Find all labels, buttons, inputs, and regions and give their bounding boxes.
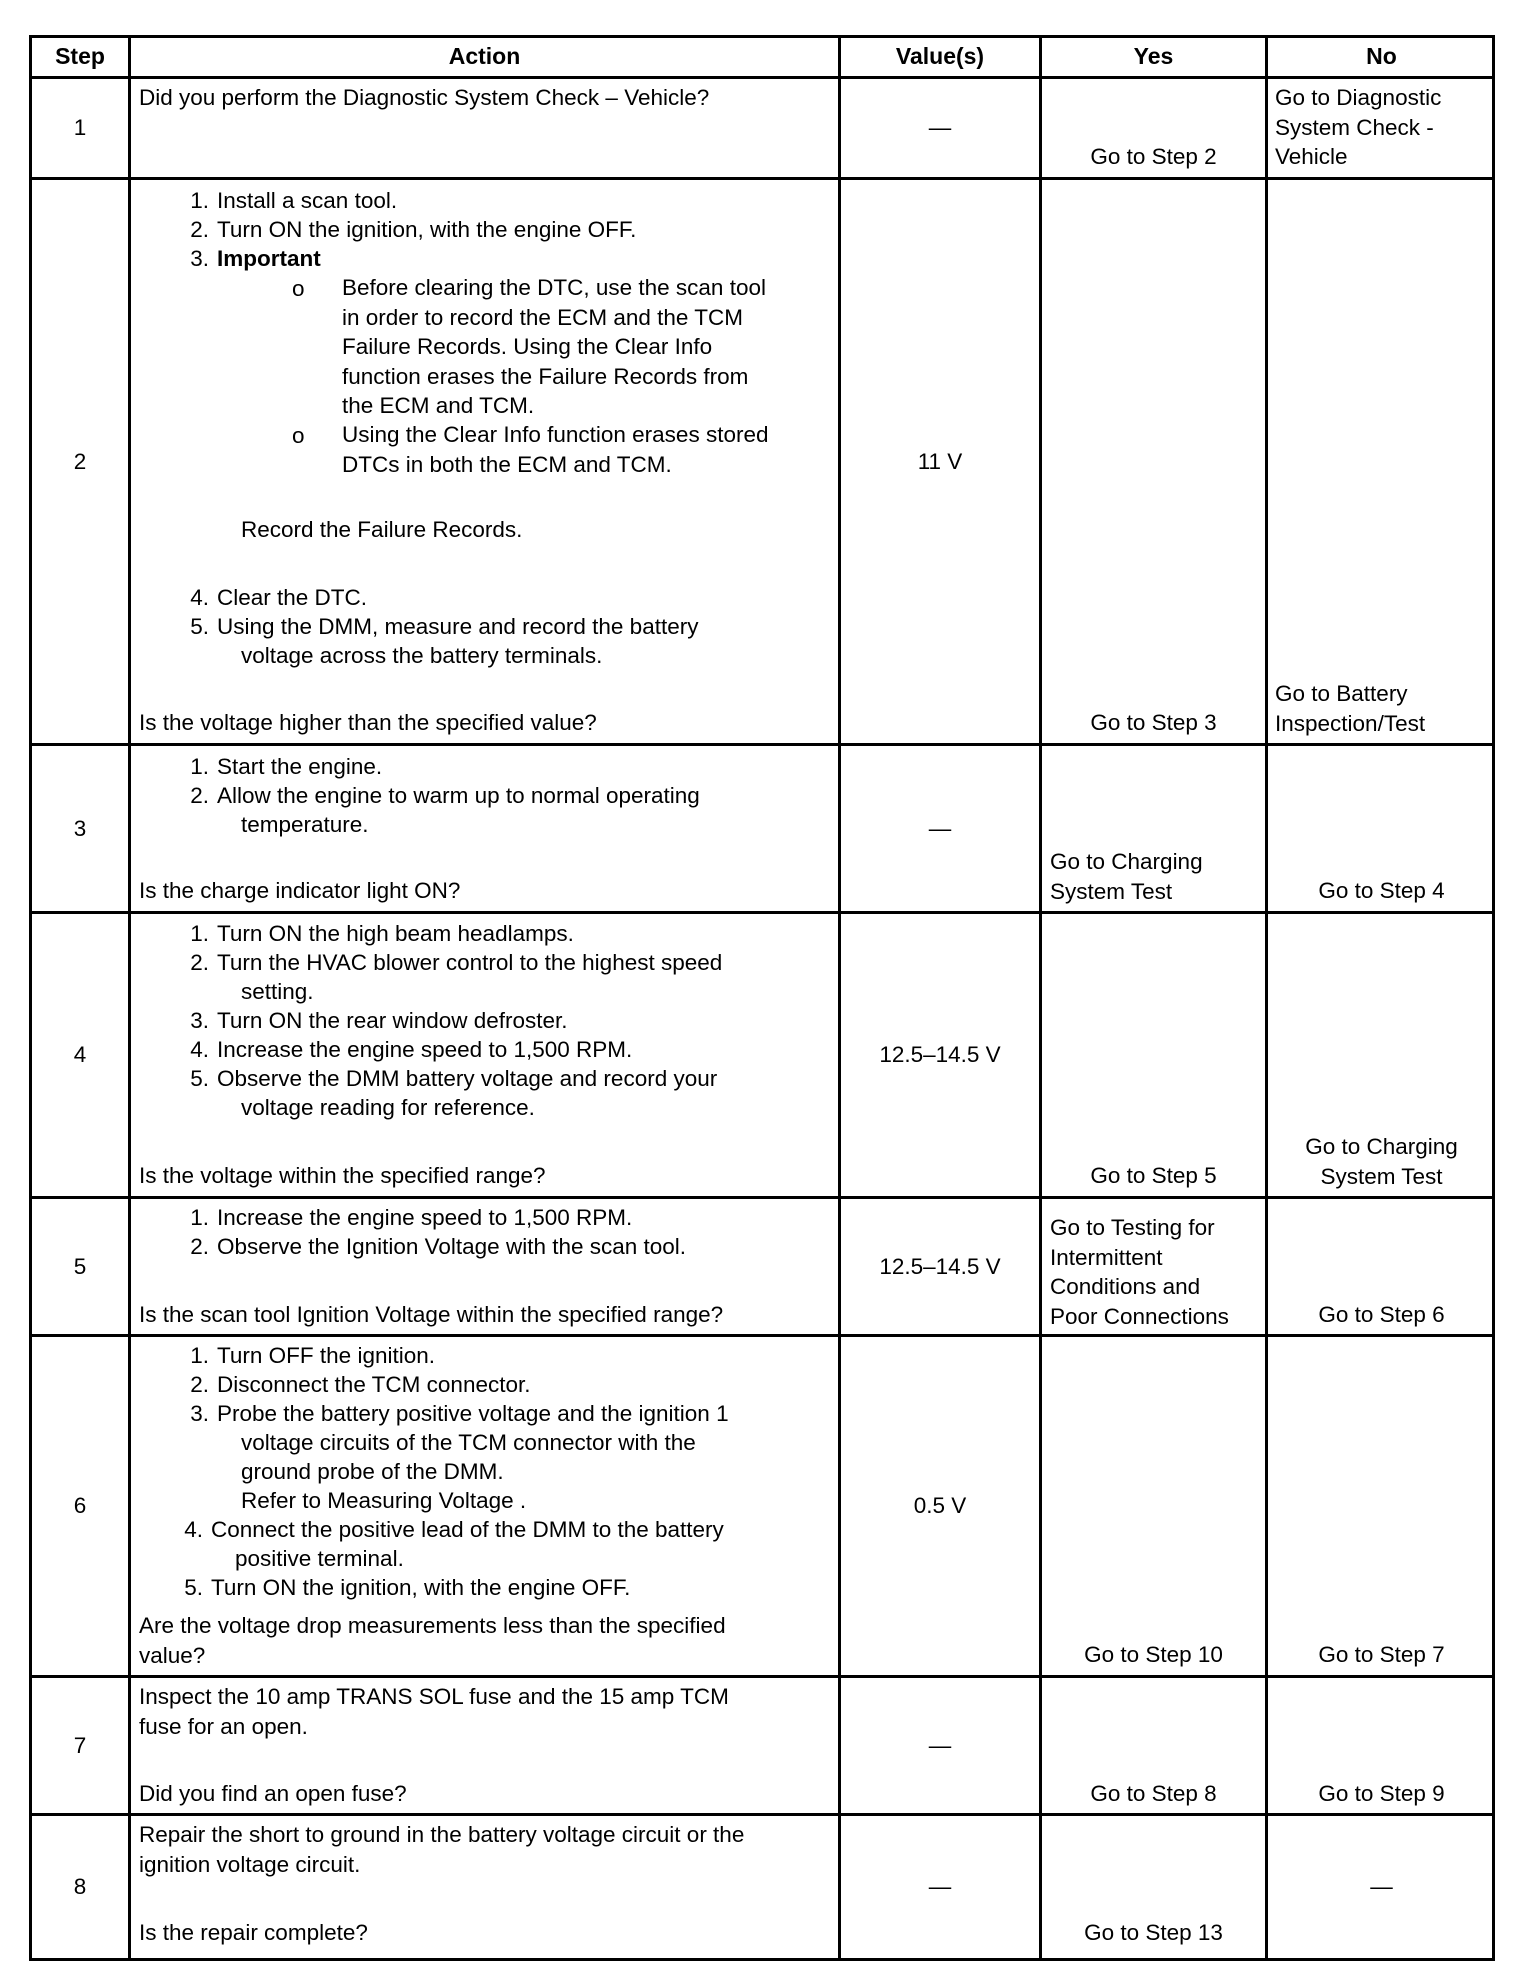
value-cell: 0.5 V <box>913 1493 967 1519</box>
yes-cell: Go to Step 10 <box>1084 1642 1223 1667</box>
row-divider <box>32 911 1492 914</box>
no-cell: Go to Diagnostic System Check - Vehicle <box>1275 85 1442 169</box>
list-item-continued: temperature. <box>241 812 369 837</box>
value-cell: — <box>928 115 952 141</box>
step-number: 4 <box>73 1042 87 1068</box>
bullet-marker: o <box>292 423 305 448</box>
column-divider <box>128 38 131 1958</box>
list-item-continued: setting. <box>241 979 314 1004</box>
list-item: 4. Increase the engine speed to 1,500 RPM. <box>190 1037 633 1062</box>
note-text: Record the Failure Records. <box>241 517 523 542</box>
no-cell: — <box>1370 1874 1393 1900</box>
action-question: Is the voltage higher than the specified value? <box>139 710 597 735</box>
header-yes: Yes <box>1133 43 1174 70</box>
yes-cell: Go to Step 2 <box>1090 144 1217 169</box>
header-values: Value(s) <box>895 43 985 70</box>
yes-cell: Go to Testing for Intermittent Conditions and Poor Connections <box>1050 1215 1229 1329</box>
list-item: 2. Turn ON the ignition, with the engine OFF. <box>190 217 637 242</box>
value-cell: — <box>928 815 952 841</box>
row-divider <box>32 177 1492 180</box>
diagnostic-table <box>29 35 1495 1961</box>
no-cell: Go to Step 7 <box>1318 1642 1445 1667</box>
action-question: Is the charge indicator light ON? <box>139 878 461 903</box>
list-item: 3. Turn ON the rear window defroster. <box>190 1008 568 1033</box>
list-item: 3. Probe the battery positive voltage and the ignition 1 <box>190 1401 729 1426</box>
step-number: 2 <box>73 448 87 474</box>
bullet-item: Before clearing the DTC, use the scan tool in order to record the ECM and the TCM Failure Records. Using the Clear Info function erases the Failure Records from the ECM and TCM. <box>342 275 766 418</box>
list-item: 1. Increase the engine speed to 1,500 RPM. <box>190 1205 633 1230</box>
no-cell: Go to Step 4 <box>1318 878 1445 903</box>
list-item: 2. Turn the HVAC blower control to the highest speed <box>190 950 723 975</box>
action-question: Are the voltage drop measurements less than the specified value? <box>139 1613 726 1668</box>
value-cell: — <box>928 1732 952 1758</box>
yes-cell: Go to Step 3 <box>1090 710 1217 735</box>
step-number: 3 <box>73 815 87 841</box>
list-item: 3. Important <box>190 246 321 271</box>
column-divider <box>1039 38 1042 1958</box>
row-divider <box>32 1196 1492 1199</box>
list-item: 4. Clear the DTC. <box>190 585 368 610</box>
yes-cell: Go to Charging System Test <box>1050 849 1203 904</box>
action-question: Did you find an open fuse? <box>139 1781 407 1806</box>
action-text: Repair the short to ground in the battery voltage circuit or the ignition voltage circuit. <box>139 1822 745 1877</box>
list-item: 2. Observe the Ignition Voltage with the scan tool. <box>190 1234 687 1259</box>
no-cell: Go to Step 9 <box>1318 1781 1445 1806</box>
value-cell: 12.5–14.5 V <box>879 1253 1001 1279</box>
action-question: Is the voltage within the specified range? <box>139 1163 546 1188</box>
header-step: Step <box>55 43 105 70</box>
row-divider <box>32 743 1492 746</box>
column-divider <box>1265 38 1268 1958</box>
list-item: 1. Turn OFF the ignition. <box>190 1343 436 1368</box>
list-item: 5. Observe the DMM battery voltage and record your <box>190 1066 718 1091</box>
yes-cell: Go to Step 8 <box>1090 1781 1217 1806</box>
step-number: 8 <box>73 1874 87 1900</box>
list-item: 2. Disconnect the TCM connector. <box>190 1372 531 1397</box>
step-number: 6 <box>73 1493 87 1519</box>
list-item-continued: voltage across the battery terminals. <box>241 643 603 668</box>
value-cell: 12.5–14.5 V <box>879 1042 1001 1068</box>
list-item-continued: voltage reading for reference. <box>241 1095 535 1120</box>
row-divider <box>32 1675 1492 1678</box>
list-item: 1. Turn ON the high beam headlamps. <box>190 921 574 946</box>
list-item-continued: voltage circuits of the TCM connector with the <box>241 1430 696 1455</box>
step-number: 1 <box>73 115 87 141</box>
action-question: Is the scan tool Ignition Voltage within the specified range? <box>139 1302 724 1327</box>
step-number: 7 <box>73 1732 87 1758</box>
bullet-item: Using the Clear Info function erases stored DTCs in both the ECM and TCM. <box>342 422 769 477</box>
list-item: 1. Install a scan tool. <box>190 188 398 213</box>
list-item: 4. Connect the positive lead of the DMM to the battery <box>184 1517 724 1542</box>
list-item: 1. Start the engine. <box>190 754 383 779</box>
header-no: No <box>1366 43 1397 70</box>
no-cell: Go to Battery Inspection/Test <box>1275 681 1426 736</box>
yes-cell: Go to Step 13 <box>1084 1920 1223 1945</box>
step-number: 5 <box>73 1253 87 1279</box>
list-item: 5. Turn ON the ignition, with the engine OFF. <box>184 1575 631 1600</box>
value-cell: 11 V <box>917 448 963 474</box>
bullet-marker: o <box>292 276 305 301</box>
list-item-continued: ground probe of the DMM. <box>241 1459 504 1484</box>
yes-cell: Go to Step 5 <box>1090 1163 1217 1188</box>
action-question: Did you perform the Diagnostic System Check – Vehicle? <box>139 85 710 110</box>
list-item-continued: positive terminal. <box>235 1546 404 1571</box>
value-cell: — <box>928 1874 952 1900</box>
list-item-continued: Refer to Measuring Voltage . <box>241 1488 527 1513</box>
row-divider <box>32 76 1492 79</box>
list-item: 2. Allow the engine to warm up to normal operating <box>190 783 700 808</box>
list-item: 5. Using the DMM, measure and record the battery <box>190 614 699 639</box>
row-divider <box>32 1334 1492 1337</box>
action-text: Inspect the 10 amp TRANS SOL fuse and the 15 amp TCM fuse for an open. <box>139 1684 729 1739</box>
no-cell: Go to Step 6 <box>1318 1302 1445 1327</box>
header-action: Action <box>448 43 521 70</box>
no-cell: Go to Charging System Test <box>1305 1134 1458 1189</box>
action-question: Is the repair complete? <box>139 1920 368 1945</box>
